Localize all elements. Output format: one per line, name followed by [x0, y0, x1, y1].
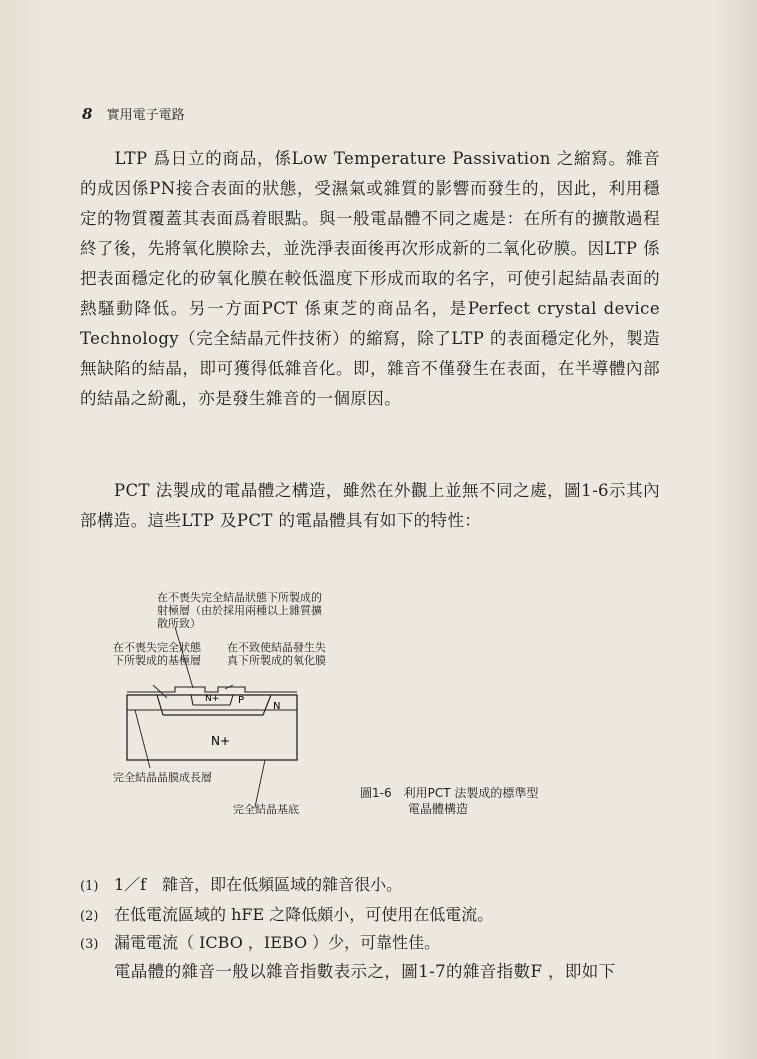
label-p: P — [238, 695, 245, 706]
list-item — [80, 902, 493, 925]
label-epi: 完全結晶晶膜成長層 — [113, 771, 212, 784]
label-substrate: 完全結晶基底 — [233, 803, 299, 816]
pointer-epi — [135, 710, 150, 768]
list-mark: (1) — [80, 879, 99, 894]
label-nplus-top: N+ — [205, 694, 220, 704]
list-item — [80, 930, 440, 953]
oxide-film — [127, 687, 297, 692]
page-number: 8 — [82, 105, 93, 123]
caption-line2: 電晶體構造 — [408, 802, 469, 816]
label-base: 在不喪失完全狀態下所製成的基極層 — [113, 641, 201, 667]
closing-line: 電晶體的雜音一般以雜音指數表示之，圖1-7的雜音指數F ，即如下 — [114, 962, 616, 981]
list-mark: (3) — [80, 937, 99, 952]
page-header — [82, 104, 185, 123]
label-nplus-bottom: N+ — [211, 734, 231, 748]
paragraph-pct-structure: PCT 法製成的電晶體之構造，雖然在外觀上並無不同之處，圖1-6示其內部構造。這些LTP 及PCT 的電晶體具有如下的特性： — [80, 481, 660, 530]
list-item — [80, 872, 402, 895]
list-text: 漏電電流（ ICBO ，IEBO ）少，可靠性佳。 — [114, 933, 441, 952]
figure-caption — [360, 785, 538, 817]
caption-line1: 圖1-6 利用PCT 法製成的標準型 — [360, 786, 539, 800]
label-n: N — [273, 701, 281, 712]
label-emitter: 在不喪失完全結晶狀態下所製成的射極層（由於採用兩種以上雜質擴散所致） — [157, 591, 322, 630]
list-text: 在低電流區域的 hFE 之降低頗小，可使用在低電流。 — [114, 905, 494, 924]
list-mark: (2) — [80, 909, 99, 924]
list-text: 1／f 雜音，即在低頻區域的雜音很小。 — [114, 875, 403, 894]
paragraph-ltp-pct: LTP 爲日立的商品，係Low Temperature Passivation 之縮寫。雜音的成因係PN接合表面的狀態，受濕氣或雜質的影響而發生的，因此，利用穩定的物質覆蓋其表面爲着眼點。與一般電晶體不同之處是：在所有的擴散過程終了後，先將氧化膜除去，並洗淨表面後再次形成新的二氧化矽膜。因LTP 係把表面穩定化的矽氧化膜在較低溫度下形成而取的名字，可使引起結晶表面的熱騷動降低。另一方面PCT 係東芝的商品名，是Perfect crystal device Technology（完全結晶元件技術）的縮寫，除了LTP 的表面穩定化外，製造無缺陷的結晶，即可獲得低雜音化。即，雜音不僅發生在表面，在半導體內部的結晶之紛亂，亦是發生雜音的一個原因。 — [80, 149, 660, 408]
book-title: 實用電子電路 — [106, 108, 185, 123]
label-oxide: 在不致使結晶發生失真下所製成的氧化膜 — [227, 641, 326, 667]
